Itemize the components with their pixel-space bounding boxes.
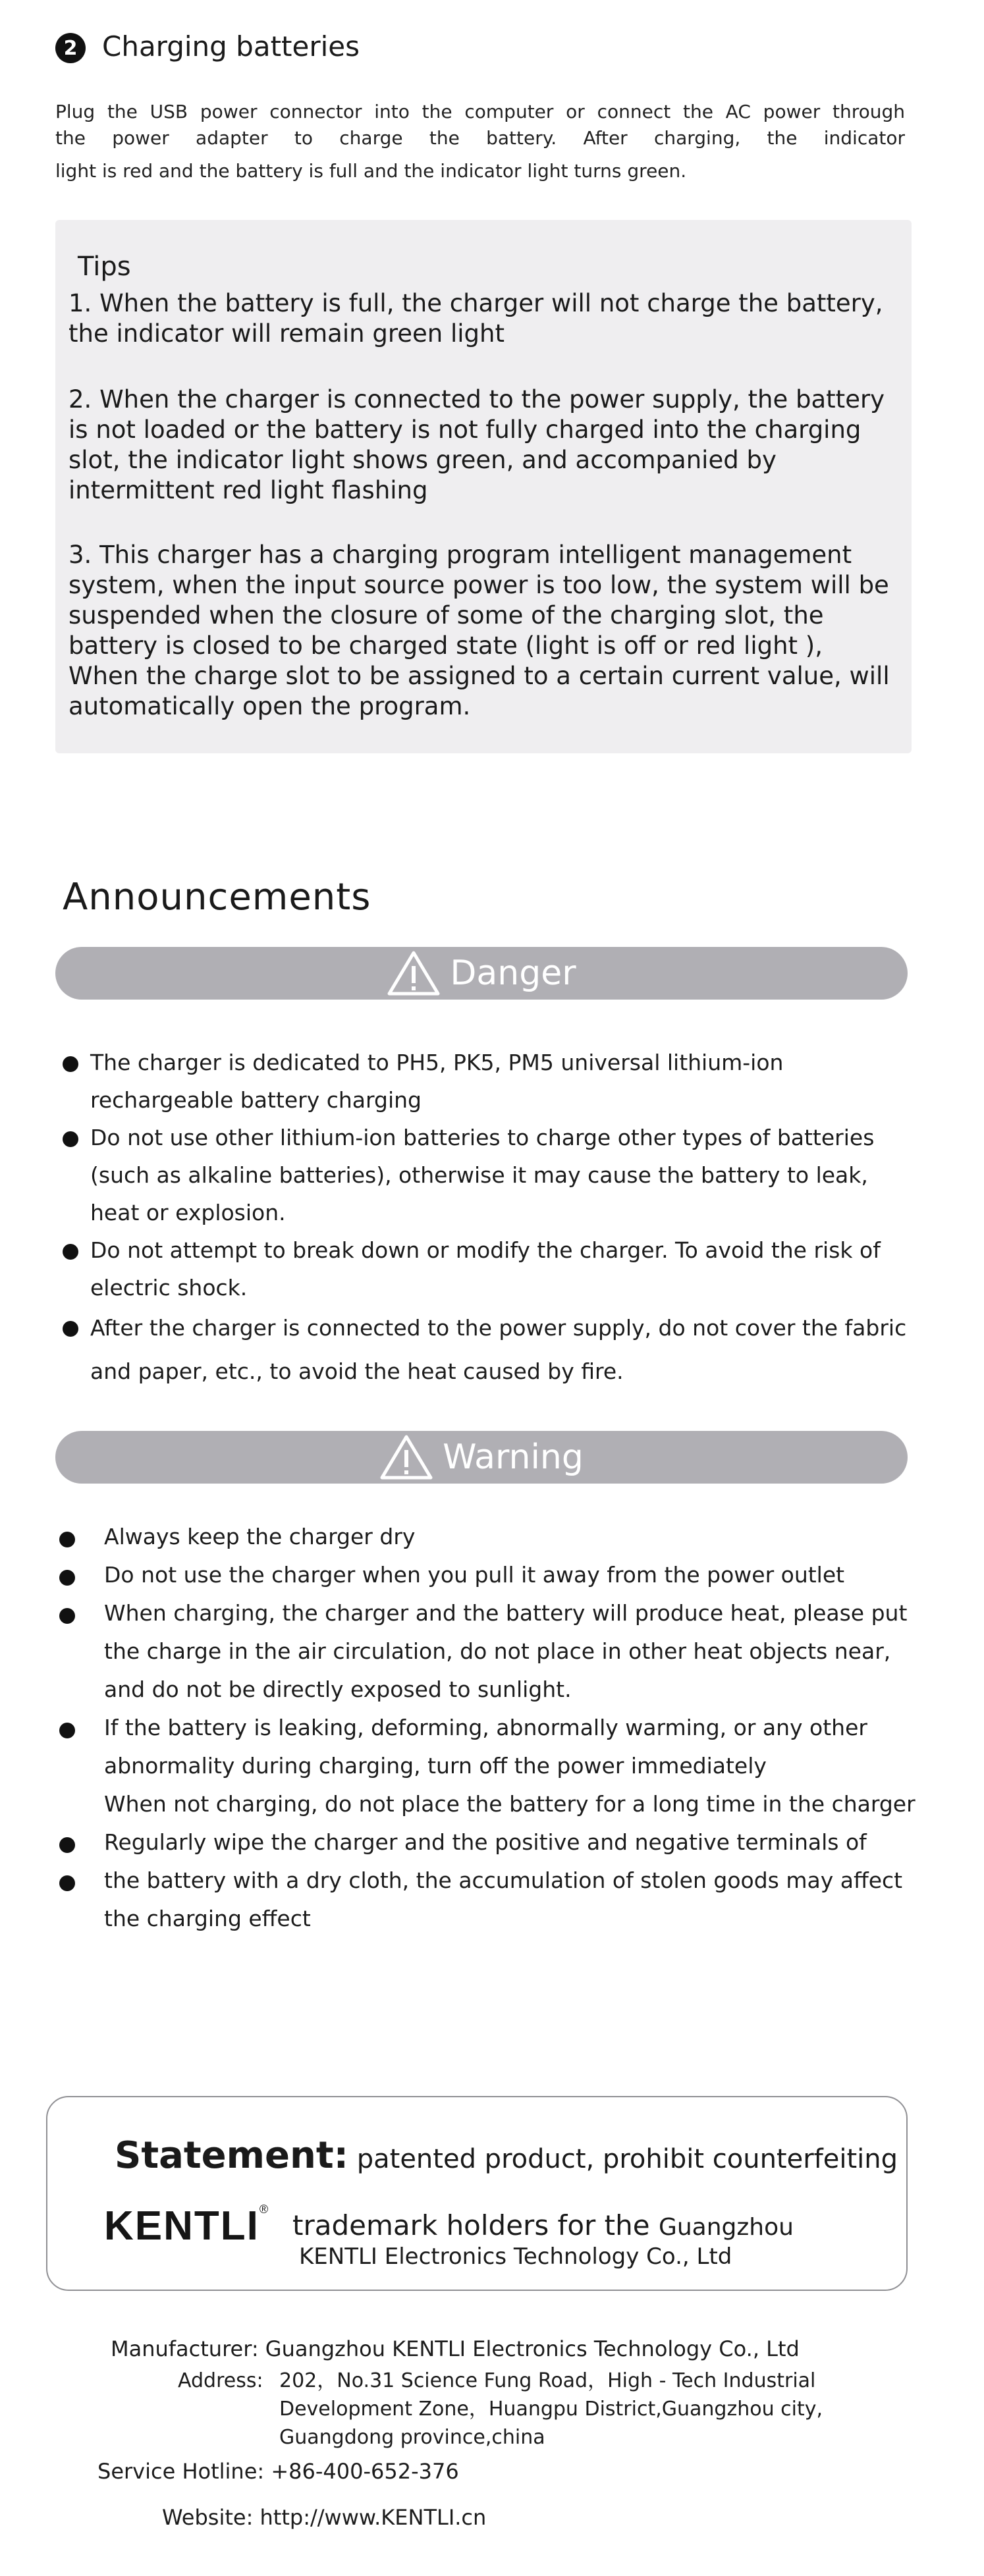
hotline-row — [97, 2459, 459, 2484]
danger-banner — [55, 947, 908, 1000]
warning-banner — [55, 1431, 908, 1484]
tip-item: 2. When the charger is connected to the power supply, the battery is not loaded or the battery is not fully charged into the charging slot, the indicator light shows green, and accompanied by intermittent red light flashing — [68, 385, 885, 504]
trademark-company: KENTLI Electronics Technology Co., Ltd — [299, 2243, 732, 2270]
list-item: If the battery is leaking, deforming, abnormally warming, or any other abnormality during charging, turn off the power immediately — [59, 1709, 916, 1785]
statement-line — [115, 2134, 898, 2177]
statement-box — [46, 2096, 908, 2291]
manufacturer-row — [111, 2336, 800, 2361]
address-block — [279, 2367, 823, 2452]
tip-item: 1. When the battery is full, the charger will not charge the battery, the indicator will remain green light — [68, 289, 883, 348]
list-item: the battery with a dry cloth, the accumulation of stolen goods may affect the charging effect — [59, 1862, 916, 1938]
list-item: When not charging, do not place the battery for a long time in the charger — [104, 1791, 916, 1817]
intro-line: light is red and the battery is full and the indicator light turns green. — [55, 160, 687, 182]
manufacturer-label: Manufacturer: — [111, 2336, 259, 2361]
tips-box — [55, 220, 912, 753]
registered-mark: ® — [259, 2203, 270, 2216]
announcements-title: Announcements — [63, 876, 371, 919]
list-item: Regularly wipe the charger and the positive and negative terminals of — [59, 1823, 916, 1862]
kentli-logo — [104, 2203, 269, 2249]
address-line: 202，No.31 Science Fung Road，High - Tech Industrial — [279, 2369, 816, 2392]
list-item: Do not attempt to break down or modify the charger. To avoid the risk of electric shock. — [63, 1231, 912, 1306]
address-line: Development Zone，Huangpu District,Guangzhou city, — [279, 2398, 823, 2421]
trademark-text: trademark holders for the — [292, 2209, 659, 2241]
website-row — [162, 2505, 486, 2530]
statement-heading: Statement: — [115, 2134, 349, 2177]
trademark-line — [292, 2209, 794, 2241]
section-title: Charging batteries — [102, 30, 360, 63]
website-label: Website: — [162, 2505, 254, 2530]
list-item: Do not use the charger when you pull it away from the power outlet — [59, 1556, 916, 1594]
intro-line: the power adapter to charge the battery. After charging, the indicator — [55, 127, 905, 149]
danger-label: Danger — [450, 953, 576, 993]
manufacturer-value: Guangzhou KENTLI Electronics Technology Co., Ltd — [265, 2336, 800, 2361]
website-link[interactable]: http://www.KENTLI.cn — [260, 2505, 487, 2530]
address-label: Address: — [178, 2369, 263, 2392]
logo-text: KENTLI — [104, 2203, 260, 2249]
warning-label: Warning — [443, 1437, 584, 1477]
list-item: After the charger is connected to the power supply, do not cover the fabric and paper, etc., to avoid the heat caused by fire. — [63, 1306, 912, 1393]
intro-line: Plug the USB power connector into the computer or connect the AC power through — [55, 101, 905, 122]
list-item: The charger is dedicated to PH5, PK5, PM5 universal lithium-ion rechargeable battery charging — [63, 1044, 912, 1119]
step-number-badge: 2 — [55, 33, 86, 63]
trademark-city: Guangzhou — [658, 2214, 794, 2241]
list-item: Do not use other lithium-ion batteries to charge other types of batteries (such as alkaline batteries), otherwise it may cause the battery to leak, heat or explosion. — [63, 1119, 912, 1231]
hotline-value: +86-400-652-376 — [271, 2459, 459, 2484]
warning-list — [59, 1518, 916, 1938]
list-item: Always keep the charger dry — [59, 1518, 916, 1556]
statement-text: patented product, prohibit counterfeiting — [348, 2144, 898, 2174]
address-line: Guangdong province,china — [279, 2426, 545, 2449]
tips-title: Tips — [78, 252, 131, 282]
tip-item: 3. This charger has a charging program intelligent management system, when the input source power is too low, the system will be suspended when the closure of some of the charging slot, the battery is closed to be charged state (light is off or red light ), When the charge slot to be assigned to a certain current value, will automatically open the program. — [68, 541, 890, 720]
warning-triangle-icon — [379, 1434, 433, 1480]
list-item: When charging, the charger and the battery will produce heat, please put the charge in the air circulation, do not place in other heat objects near, and do not be directly exposed to sunlight. — [59, 1594, 916, 1709]
danger-list — [63, 1044, 912, 1393]
charging-intro — [55, 99, 905, 184]
warning-triangle-icon — [387, 950, 441, 996]
hotline-label: Service Hotline: — [97, 2459, 265, 2484]
